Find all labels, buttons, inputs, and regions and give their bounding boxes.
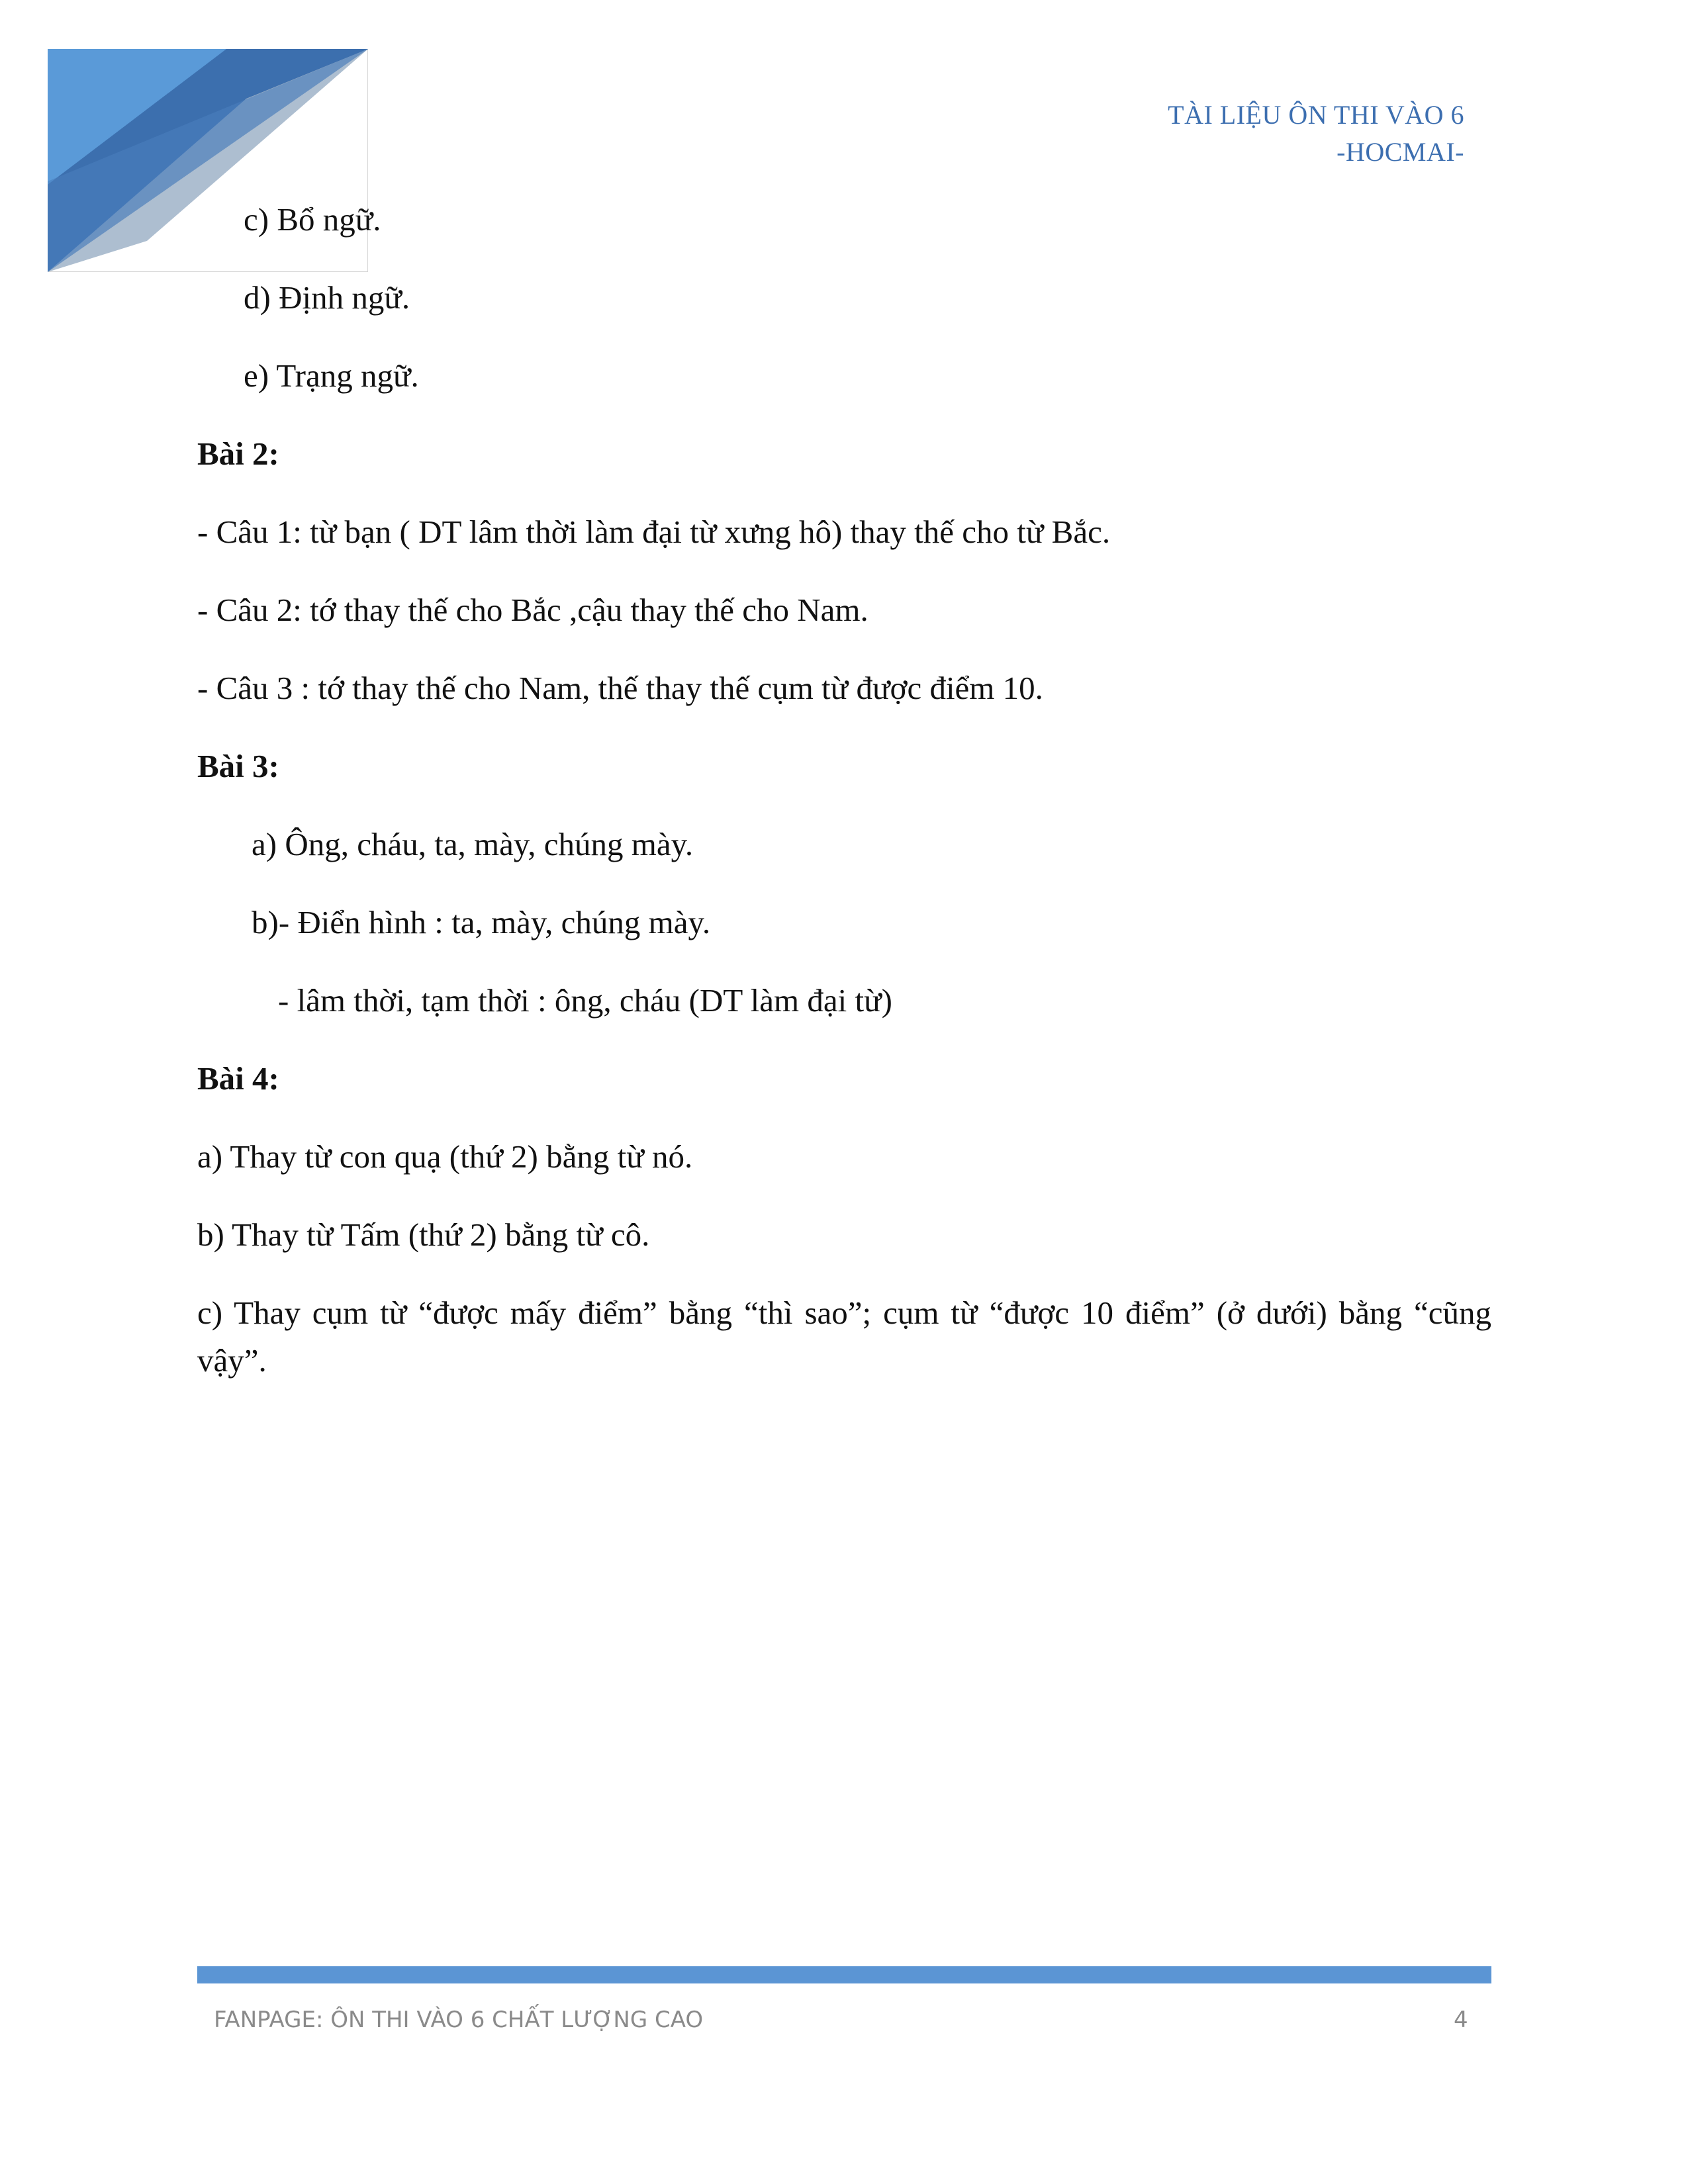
bai3-item-a: a) Ông, cháu, ta, mày, chúng mày. [252, 826, 694, 862]
bai3-item-b: b)- Điển hình : ta, mày, chúng mày. [252, 904, 711, 940]
section-title-bai2: Bài 2: [197, 435, 279, 472]
bai2-cau3: - Câu 3 : tớ thay thế cho Nam, thế thay thế cụm từ được điểm 10. [197, 670, 1043, 706]
answer-item-e: e) Trạng ngữ. [244, 357, 419, 394]
header-subtitle: -HOCMAI- [1336, 137, 1464, 167]
document-header [1168, 97, 1464, 171]
page-number: 4 [1454, 2007, 1468, 2033]
section-title-bai4: Bài 4: [197, 1060, 279, 1097]
section-title-bai3: Bài 3: [197, 748, 279, 784]
bai4-item-a: a) Thay từ con quạ (thứ 2) bằng từ nó. [197, 1138, 693, 1175]
bai4-item-c: c) Thay cụm từ “được mấy điểm” bằng “thì sao”; cụm từ “được 10 điểm” (ở dưới) bằng “cũng vậy”. [197, 1295, 1491, 1379]
answer-item-d: d) Định ngữ. [244, 279, 410, 316]
answer-item-c: c) Bổ ngữ. [244, 201, 381, 238]
bai2-cau2: - Câu 2: tớ thay thế cho Bắc ,cậu thay thế cho Nam. [197, 592, 868, 628]
footer-fanpage: FANPAGE: ÔN THI VÀO 6 CHẤT LƯỢNG CAO [214, 2007, 704, 2033]
footer-divider [197, 1966, 1491, 1983]
bai2-cau1: - Câu 1: từ bạn ( DT lâm thời làm đại từ xưng hô) thay thế cho từ Bắc. [197, 514, 1111, 550]
bai4-item-b: b) Thay từ Tấm (thứ 2) bằng từ cô. [197, 1216, 650, 1253]
header-title: TÀI LIỆU ÔN THI VÀO 6 [1168, 100, 1464, 130]
bai3-item-b-detail: - lâm thời, tạm thời : ông, cháu (DT làm đại từ) [278, 982, 892, 1019]
